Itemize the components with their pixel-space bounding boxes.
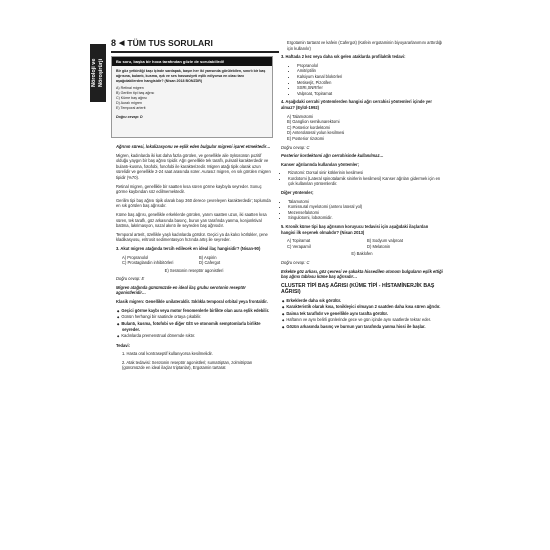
list-item: ◆ Karakteristik olarak kısa, tonikleyici olmayan 2 saatden daha kısa süren ağrıdır. [287, 304, 443, 311]
list-item: • Propranolol [297, 63, 443, 69]
option: D) Auralı migren [116, 101, 142, 105]
list-item: • Mezensefalotomi [288, 210, 443, 216]
treatment-heading: Tedavi: [116, 342, 131, 348]
list-item: • Rizotomi: Dorsal sinir köklerinin kesilmesi [288, 170, 443, 176]
list-item: ◆ Bulantı, kusma, fotofobi ve diğer GİS ve otonomik semptomlarla birlikte seyreder. [122, 321, 272, 333]
prophylaxis-list [281, 63, 443, 97]
paragraph: Ağrının süresi, lokalizasyonu ve eşlik eden bulgular migreni işaret etmektedir… [116, 144, 271, 149]
paragraph: Gerilim tipi baş ağrısı tipik olarak başı 360 derece çevreleyen karakterdedir; toplumda en sık görülen baş ağrısıdır. [116, 197, 271, 209]
list-item: • SSRI,SNRI'ler [297, 85, 443, 91]
option: B) Gerilim tipi baş ağrısı [116, 91, 155, 95]
question-4-options [281, 114, 443, 142]
treatment-item: 2. Atak tedavisi: Serotonin reseptör agonistleri; sumatriptan, zolmitriptan (günümüzde en ideal ilaçlar triptanlar), Ergotamin tartarat [122, 359, 253, 371]
question-box-options [116, 86, 268, 111]
question-4-answer: Doğru cevap: C [281, 144, 310, 150]
option: B) Aspirin [199, 254, 217, 260]
option: C) Prostaglandin inhibitörleri [122, 260, 174, 266]
paragraph: Klasik migren: Genellikle unilateraldir. Sıklıkla temporal orbital yeya frontaldir. [116, 299, 268, 305]
migraine-feature-list [116, 308, 272, 340]
option: B) Sodyum valproat [367, 238, 403, 244]
question-box-answer: Doğru cevap: D [116, 115, 143, 119]
right-column [281, 40, 443, 334]
list-item: • Kalsiyum kanal blokörleri [297, 74, 443, 80]
question-5: 5. Kronik küme tipi baş ağrısının koruyucu tedavisi için aşağıdaki ilaçlardan hangisi ilk seçenek olmalıdır? (Nisan 2013) [281, 224, 429, 235]
list-item: • Komissural myelotomi (antero lateral yol) [288, 204, 443, 210]
paragraph: Retinal migren, genellikle bir saatten kısa süren görme kaybıyla seyreder. Sonuç görme kaybından söz edilmemektedir. [116, 183, 262, 195]
page-number: 8 [111, 38, 117, 48]
list-item: • Kordotomi (Lateral spinotalamik sinirlerin kesilmesi) Kanser ağrıları gidermek için en çok kullanılan yöntemlerdir. [288, 176, 443, 187]
paragraph: Temporal arterit, özellikle yaşlı kadınlarda görülür. Geçici ya da kalıcı körlükler, çene kladikasyosu, eritrosit sedimentasyon hızında artış ile seyreder. [116, 231, 268, 243]
option: A) Retinal migren [116, 86, 144, 90]
option: C) Verapamil [287, 243, 311, 249]
option: A) Topiramat [287, 238, 311, 244]
option: E) Seratonin reseptör agonistleri [164, 267, 224, 273]
triangle-icon: ◀ [119, 40, 125, 47]
option: D) Cafergot [199, 260, 221, 266]
question-box [111, 56, 273, 138]
paragraph: Ergotamin tartarat ve kafein (Cafergot) (Kafein ergotaminin biyoyararlanımını arttırdığı için kullanılır) [287, 40, 443, 51]
list-item: • Talamotomi [288, 199, 443, 205]
list-item: ◆ Haftanın ve aynı belirli günlerinde gece ve gün içinde aynı saatlerde tekrar eder. [287, 317, 443, 324]
option: D) Anterolateral yolun kesilmesi [287, 130, 345, 136]
question-4: 4. Aşağıdaki cerrahi yöntemlerden hangisi ağrı cerrahisi yöntemleri içinde yer almaz? (Eylül-1992) [281, 99, 432, 110]
cluster-feature-list [281, 298, 443, 331]
question-5-options [287, 238, 443, 249]
subheading: Diğer yöntemler; [281, 190, 314, 196]
option: E) Temporal arterit [116, 106, 146, 110]
list-item: • Metiserjit, Pizotifen [297, 80, 443, 86]
question-3-answer: Doğru cevap: E [116, 276, 145, 282]
other-methods-list [281, 199, 443, 221]
option: C) Küme baş ağrısı [116, 96, 147, 100]
question-5-answer: Doğru cevap: C [281, 260, 310, 265]
side-tab-label: Nöroloji ve Nöroşirürji [91, 58, 104, 88]
treatment-item: 1. Hasta oral kontraseptif kullanıyorsa kesilmelidir. [122, 351, 213, 357]
list-item: • Amitriptilin [297, 68, 443, 74]
option: A) Talamotomi [287, 113, 314, 119]
page-title: TÜM TUS SORULARI [127, 38, 213, 48]
option: D) Melatonin [367, 243, 391, 249]
list-item: ◆ Gözün arkasında basınç ve burnun yarı tarafında yanma hissi ile başlar. [287, 324, 443, 331]
question-box-lead: Bu soru, başka bir hoca tarafından gözle de sorulabilirdi! [112, 57, 272, 66]
option: B) Ganglion semilunarektomi [287, 119, 340, 125]
paragraph: Posterior kordektomi ağrı cerrahisinde kullanılmaz… [281, 153, 384, 159]
question-3: 3. Akut migren atağında tercih edilecek en ideal ilaç hangisidir? (Nisan-90) [116, 245, 261, 251]
list-item: • Singulotomi, lobotomidir. [288, 215, 443, 221]
list-item: ◆ Erkeklerde daha sık görülür. [287, 298, 443, 305]
page-header [111, 36, 213, 50]
list-item: ◆ Günün herhangi bir saatinde ortaya çıkabilir. [122, 314, 272, 321]
left-column [116, 144, 272, 374]
option: E) Posterior rizotomi [287, 135, 325, 141]
option: A) Propranolol [122, 254, 149, 260]
paragraph: Küme baş ağrısı, genellikle erkeklerde görülen, yarım saatten uzun, iki saatten kısa süren, tek taraflı, göz arkasında basınç, burun yarı tarafında yanma, konjonktival battma, lakrimasyon, nazal akıntı ile seyreden baş ağrısıdır. [116, 211, 267, 229]
list-item: ◆ Geçici görme kaybı veya motor fenomenlerle birlikte olan aura eşlik edebilir. [122, 308, 272, 315]
list-item: ◆ Kadınlarda premenstrual dönemde sıktır. [122, 333, 272, 340]
option: E) Baklofen [351, 251, 373, 257]
list-item: ◆ Daima tek taraflıdır ve genellikle aynı tarafta görülür. [287, 311, 443, 318]
subheading: Kanser ağrılarında kullanılan yöntemler; [281, 161, 360, 167]
option: C) Posterior kordektomi [287, 124, 330, 130]
question-box-text: Bir göz yetkinliği kaşı içinde sardapak, başın her iki yarısında görülebilen, sınırlı bir baş ağrısına, bulantı, kusma, ışık ve ses hassasiyeti eşlik ediyorsa en olası tanı aşağıdakilerden hangisidir? (Nisan 2018 BONZDR) [116, 69, 266, 83]
question-3-options [122, 255, 272, 266]
section-heading: CLUSTER TİPİ BAŞ AĞRISI (KÜME TİPİ - HİSTAMİNERJİK BAŞ AĞRISI) [281, 282, 435, 296]
cancer-pain-list [281, 170, 443, 187]
paragraph: Erkekte göz arkası, göz çevresi ve şakakta hissedilen otonom bulguların eşlik ettiği baş ağrısı tablosu küme baş ağrısıdır… [281, 268, 443, 280]
treatment-item: 3. Haftada 2 kez veya daha sık gelen ataklarda profilaktik tedavi: [281, 54, 406, 60]
list-item: • Valproat, Topiramat [297, 91, 443, 97]
paragraph: Migren, kadınlarda iki kat daha fazla görülen, ve genellikle aile öyküsünün pozitif olduğu yaygın bir baş ağrısı tipidir. Ağrı genellikle tek taraflı, pulsatil karakterdedir ve bulantı-kusma, fotofobi, fonofobi ile karakterizedir. Migren atağı tipik olarak uzun sürelidir ve genellikle 2-24 saat arasında sürer. Aurasız migren, en sık görülen migren tipidir (%70). [116, 152, 271, 180]
header-rule [111, 51, 279, 53]
paragraph: Migren atağında günümüzde en ideal ilaç grubu serotonin reseptör agonistleridir… [116, 284, 246, 296]
